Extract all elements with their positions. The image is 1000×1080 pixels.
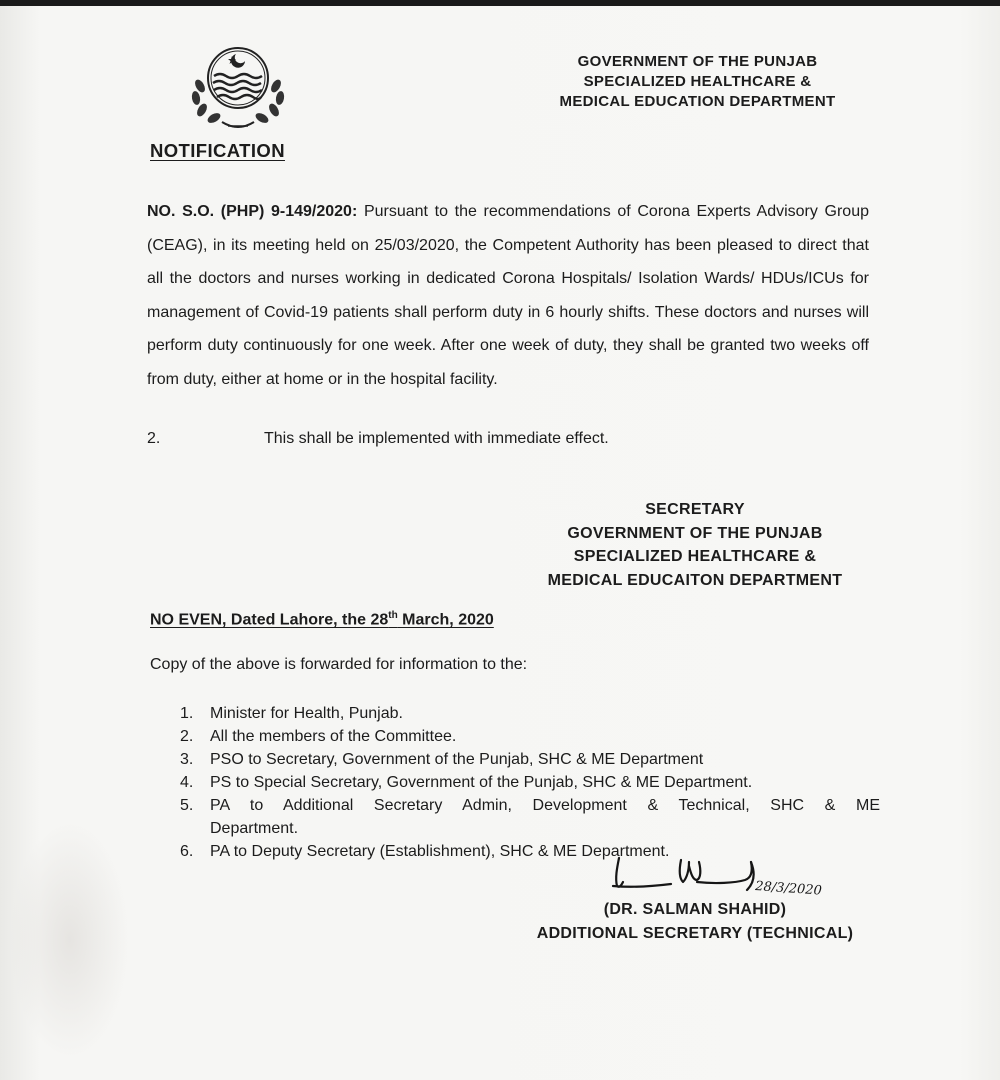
secretary-block xyxy=(510,498,880,592)
signatory-designation: ADDITIONAL SECRETARY (TECHNICAL) xyxy=(536,925,854,942)
copy-forwarded-line: Copy of the above is forwarded for information to the: xyxy=(150,656,528,673)
handwritten-signature xyxy=(605,852,835,902)
signatory-name: (DR. SALMAN SHAHID) xyxy=(603,901,787,918)
page-smudge xyxy=(10,820,130,1060)
letterhead-line-2: SPECIALIZED HEALTHCARE & xyxy=(583,73,812,90)
signatory-block xyxy=(505,898,885,946)
letterhead xyxy=(520,52,875,112)
list-item-text: PA to Additional Secretary Admin, Development & Technical, SHC & ME xyxy=(210,797,880,814)
dated-ordinal: th xyxy=(388,610,398,621)
list-item-text: PA to Deputy Secretary (Establishment), SHC & ME Department. xyxy=(210,843,670,860)
letterhead-line-3: MEDICAL EDUCATION DEPARTMENT xyxy=(559,93,836,110)
secretary-line-4: MEDICAL EDUCAITON DEPARTMENT xyxy=(547,571,843,589)
signature-date: 28/3/2020 xyxy=(754,879,823,899)
list-item-number: 6. xyxy=(180,843,194,860)
secretary-line-2: GOVERNMENT OF THE PUNJAB xyxy=(567,524,823,542)
list-item xyxy=(180,702,880,725)
list-item-text: PS to Special Secretary, Government of the Punjab, SHC & ME Department. xyxy=(210,774,753,791)
secretary-line-1: SECRETARY xyxy=(645,501,745,518)
secretary-line-3: SPECIALIZED HEALTHCARE & xyxy=(573,548,817,565)
letterhead-line-1: GOVERNMENT OF THE PUNJAB xyxy=(577,53,818,70)
list-item-number: 3. xyxy=(180,751,194,768)
notification-number: NO. S.O. (PHP) 9-149/2020: xyxy=(147,203,358,220)
paragraph-2-text: This shall be implemented with immediate effect. xyxy=(264,430,609,447)
list-item xyxy=(180,748,880,771)
list-item-number: 5. xyxy=(180,797,194,814)
distribution-list xyxy=(180,702,880,863)
list-item xyxy=(180,794,880,840)
list-item-text: PSO to Secretary, Government of the Punjab, SHC & ME Department xyxy=(210,751,704,768)
list-item-number: 4. xyxy=(180,774,194,791)
list-item xyxy=(180,771,880,794)
punjab-government-seal-icon xyxy=(178,38,298,134)
list-item-text: All the members of the Committee. xyxy=(210,728,457,745)
dated-line xyxy=(150,610,494,629)
dated-prefix: NO EVEN, Dated Lahore, the 28 xyxy=(150,611,389,629)
dated-suffix: March, 2020 xyxy=(397,611,494,629)
list-item-text: Minister for Health, Punjab. xyxy=(210,705,403,722)
list-item-number: 2. xyxy=(180,728,194,745)
list-item-number: 1. xyxy=(180,705,194,722)
notification-title: NOTIFICATION xyxy=(150,140,285,161)
notification-body xyxy=(147,195,869,396)
list-item xyxy=(180,725,880,748)
notification-body-text: Pursuant to the recommendations of Corona Experts Advisory Group (CEAG), in its meeting held on 25/03/2020, the Competent Authority has been pleased to direct that all the doctors and nurses working in dedicated Corona Hospitals/ Isolation Wards/ HDUs/ICUs for management of Covid-19 patients shall perform duty in 6 hourly shifts. These doctors and nurses will perform duty continuously for one week. After one week of duty, they shall be granted two weeks off from duty, either at home or in the hospital facility. xyxy=(147,203,869,388)
list-item-text-continued: Department. xyxy=(210,820,299,837)
paragraph-2-number: 2. xyxy=(147,430,161,447)
